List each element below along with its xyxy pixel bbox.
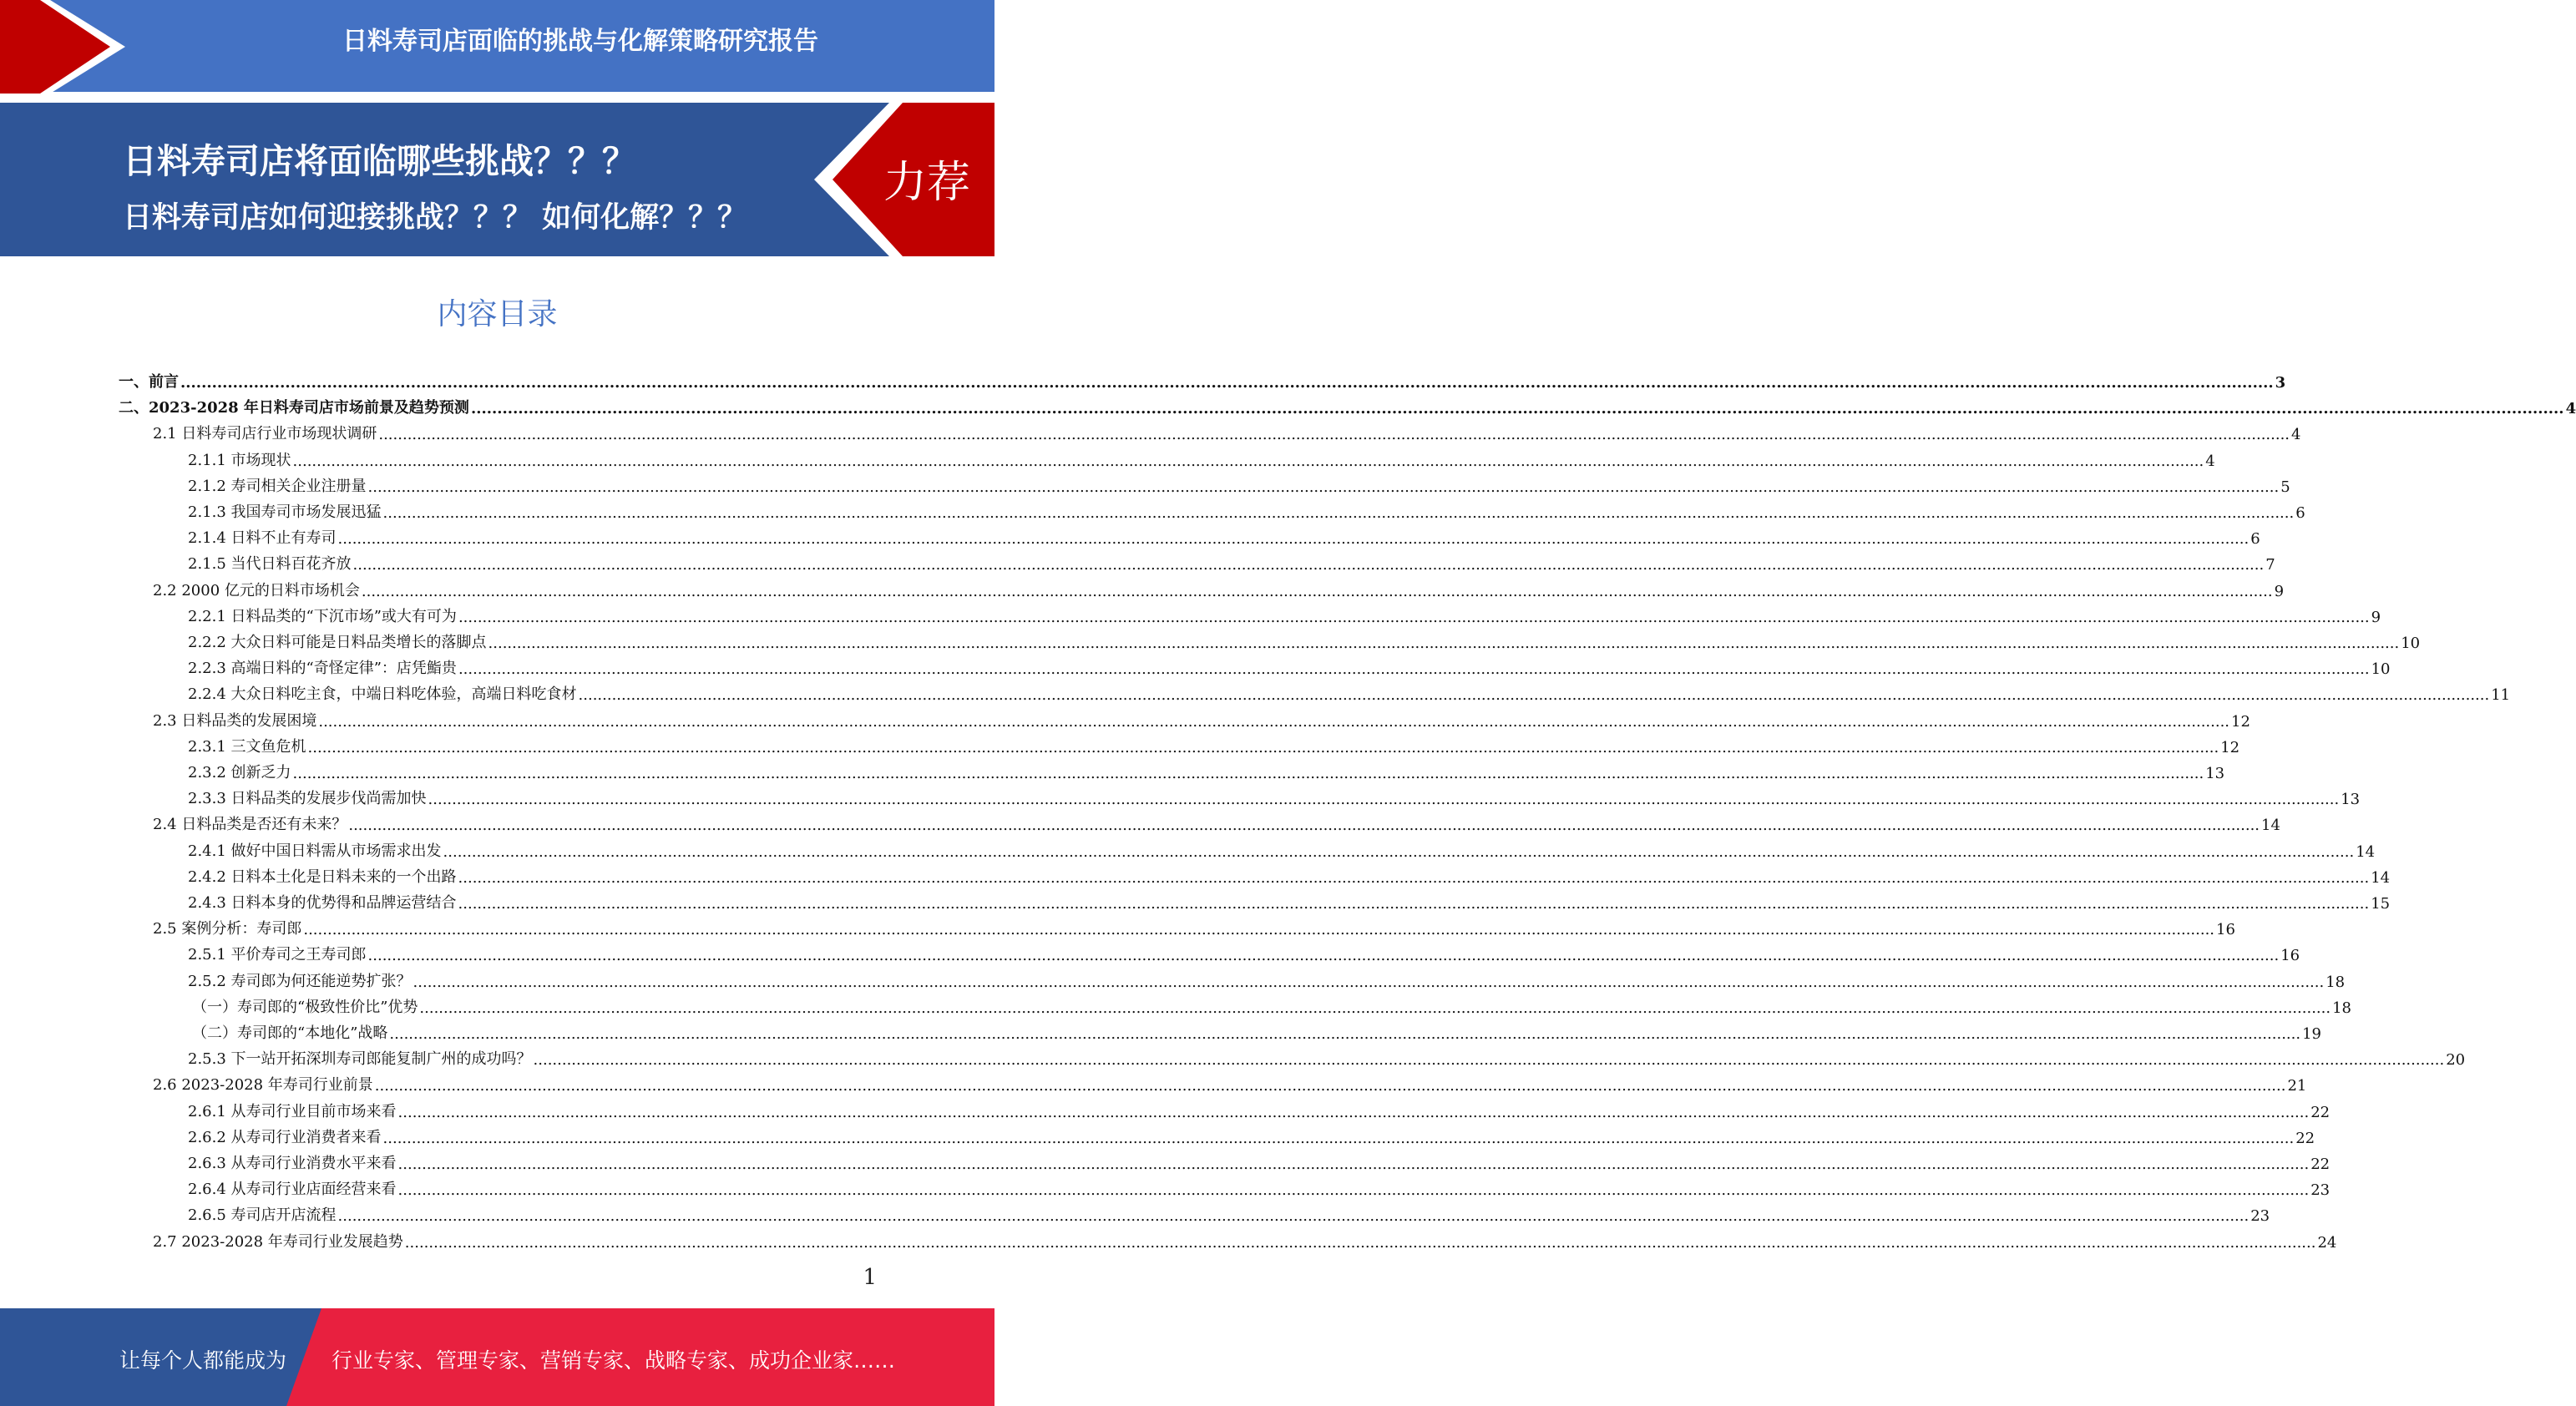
toc-entry[interactable] [188,1199,2270,1226]
footer-slogan-right: 行业专家、管理专家、营销专家、战略专家、成功企业家…… [331,1348,896,1373]
toc-dot-leader: ................................................................................................................................................................................................................................................................................................................................................................................................................ [382,1129,2295,1147]
toc-entry-label: 2.1.4 日料不止有寿司 [188,529,337,548]
hero-question-solutions: 日料寿司店如何迎接挑战？？？ 如何化解？？？ [123,201,747,235]
toc-entry-label: 2.3.3 日料品类的发展步伐尚需加快 [188,790,427,808]
toc-entry[interactable] [188,756,2225,782]
toc-entry[interactable] [153,808,2280,835]
toc-entry-label: 2.6.3 从寿司行业消费水平来看 [188,1155,397,1172]
footer-slogan-left: 让每个人都能成为 [119,1348,287,1373]
toc-entry-label: 2.7 2023-2028 年寿司行业发展趋势 [153,1232,403,1251]
toc-dot-leader: ................................................................................................................................................................................................................................................................................................................................................................................................................ [458,868,2370,887]
toc-entry-page: 23 [2310,1181,2331,1200]
toc-entry[interactable] [192,1017,2321,1043]
toc-entry-page: 23 [2250,1207,2270,1226]
toc-entry[interactable] [188,1173,2331,1200]
toc-entry[interactable] [153,417,2301,444]
toc-entry[interactable] [188,861,2391,887]
toc-entry-label: 2.1.1 市场现状 [188,451,291,469]
toc-dot-leader: ................................................................................................................................................................................................................................................................................................................................................................................................................ [292,765,2204,782]
toc-entry-label: （一）寿司郎的“极致性价比”优势 [192,998,418,1016]
toc-entry[interactable] [188,548,2275,574]
toc-entry-label: 2.2 2000 亿元的日料市场机会 [153,581,360,599]
toc-dot-leader: ................................................................................................................................................................................................................................................................................................................................................................................................................ [412,973,2325,991]
toc-dot-leader: ................................................................................................................................................................................................................................................................................................................................................................................................................ [337,530,2250,549]
toc-entry-label: 2.2.2 大众日料可能是日料品类增长的落脚点 [188,634,487,651]
toc-entry-page: 9 [2274,582,2285,600]
toc-entry-page: 16 [2280,947,2300,965]
toc-entry-label: 二、2023-2028 年日料寿司店市场前景及趋势预测 [119,399,469,417]
toc-dot-leader: ................................................................................................................................................................................................................................................................................................................................................................................................................ [578,686,2490,705]
toc-entry[interactable] [119,392,2576,418]
toc-entry-page: 7 [2265,556,2275,574]
toc-entry-page: 3 [2275,374,2286,392]
toc-entry-label: 2.5.3 下一站开拓深圳寿司郎能复制广州的成功吗？ [188,1050,532,1069]
toc-entry-page: 14 [2356,842,2376,861]
toc-entry-page: 18 [2332,999,2351,1017]
toc-dot-leader: ................................................................................................................................................................................................................................................................................................................................................................................................................ [180,374,2274,392]
toc-dot-leader: ................................................................................................................................................................................................................................................................................................................................................................................................................ [348,817,2260,835]
toc-entry[interactable] [119,366,2286,392]
toc-entry[interactable] [188,652,2391,679]
toc-entry-page: 22 [2295,1129,2315,1147]
toc-entry-page: 22 [2310,1156,2331,1173]
toc-entry[interactable] [153,1226,2337,1252]
toc-entry[interactable] [188,887,2391,913]
toc-entry-page: 19 [2302,1025,2321,1043]
toc-entry-page: 12 [2231,712,2250,731]
toc-dot-leader: ................................................................................................................................................................................................................................................................................................................................................................................................................ [303,921,2215,939]
toc-entry[interactable] [188,496,2305,522]
toc-entry[interactable] [188,600,2381,626]
toc-entry-page: 22 [2310,1103,2331,1121]
toc-dot-leader: ................................................................................................................................................................................................................................................................................................................................................................................................................ [443,842,2355,861]
toc-dot-leader: ................................................................................................................................................................................................................................................................................................................................................................................................................ [389,1025,2301,1043]
toc-entry-label: 2.4.1 做好中国日料需从市场需求出发 [188,842,442,860]
toc-dot-leader: ................................................................................................................................................................................................................................................................................................................................................................................................................ [533,1051,2445,1070]
toc-entry-page: 10 [2401,635,2421,652]
toc-entry-label: 2.2.1 日料品类的“下沉市场”或大有可为 [188,607,457,625]
report-title: 日料寿司店面临的挑战与化解策略研究报告 [342,27,818,56]
toc-entry[interactable] [153,574,2285,600]
toc-entry[interactable] [188,731,2240,756]
toc-entry-page: 6 [2250,530,2260,549]
toc-dot-leader: ................................................................................................................................................................................................................................................................................................................................................................................................................ [458,660,2370,679]
toc-entry[interactable] [188,938,2300,965]
toc-entry-page: 10 [2371,660,2391,679]
page-number: 1 [863,1265,877,1290]
toc-entry[interactable] [188,1147,2331,1173]
toc-entry-label: 2.6 2023-2028 年寿司行业前景 [153,1076,373,1095]
toc-entry-page: 14 [2261,817,2280,835]
toc-entry-label: 2.6.4 从寿司行业店面经营来看 [188,1181,397,1199]
toc-entry[interactable] [188,678,2511,705]
toc-entry[interactable] [188,626,2421,652]
toc-entry[interactable] [188,470,2290,496]
toc-dot-leader: ................................................................................................................................................................................................................................................................................................................................................................................................................ [404,1233,2316,1252]
toc-entry-page: 21 [2287,1077,2307,1095]
toc-entry-page: 16 [2216,921,2235,939]
toc-entry-label: 2.2.4 大众日料吃主食，中端日料吃体验，高端日料吃食材 [188,685,577,704]
header-red-arrow [0,0,134,94]
toc-entry[interactable] [153,913,2235,939]
toc-entry[interactable] [192,991,2351,1017]
toc-entry-page: 5 [2280,478,2290,496]
toc-entry-page: 14 [2371,868,2391,887]
toc-dot-leader: ................................................................................................................................................................................................................................................................................................................................................................................................................ [458,895,2370,913]
toc-entry-label: 2.5.1 平价寿司之王寿司郎 [188,946,367,964]
toc-dot-leader: ................................................................................................................................................................................................................................................................................................................................................................................................................ [367,947,2280,965]
toc-entry[interactable] [188,444,2215,470]
toc-dot-leader: ................................................................................................................................................................................................................................................................................................................................................................................................................ [374,1077,2286,1095]
toc-entry-label: 2.4 日料品类是否还有未来？ [153,816,347,834]
toc-entry-label: 2.6.2 从寿司行业消费者来看 [188,1128,382,1146]
toc-entry-label: 2.4.2 日料本土化是日料未来的一个出路 [188,867,457,886]
toc-dot-leader: ................................................................................................................................................................................................................................................................................................................................................................................................................ [397,1156,2310,1173]
toc-entry[interactable] [153,705,2250,731]
toc-dot-leader: ................................................................................................................................................................................................................................................................................................................................................................................................................ [428,791,2340,809]
recommend-badge-label: 力荐 [883,158,971,208]
toc-entry-page: 6 [2295,504,2305,522]
toc-title: 内容目录 [437,297,558,331]
toc-entry-label: 2.2.3 高端日料的“奇怪定律”：店凭鮨贵 [188,660,457,678]
toc-entry[interactable] [188,1121,2315,1147]
toc-entry-page: 9 [2371,608,2381,626]
toc-entry[interactable] [188,1043,2466,1070]
toc-dot-leader: ................................................................................................................................................................................................................................................................................................................................................................................................................ [378,426,2290,444]
toc-dot-leader: ................................................................................................................................................................................................................................................................................................................................................................................................................ [352,556,2265,574]
toc-dot-leader: ................................................................................................................................................................................................................................................................................................................................................................................................................ [397,1181,2310,1200]
toc-entry[interactable] [188,782,2361,809]
toc-entry-label: 2.5 案例分析：寿司郎 [153,920,302,938]
toc-entry-label: （二）寿司郎的“本地化”战略 [192,1024,388,1042]
toc-entry-page: 13 [2205,765,2225,782]
toc-entry-label: 2.1.3 我国寿司市场发展迅猛 [188,503,382,521]
toc-entry[interactable] [188,835,2376,861]
toc-dot-leader: ................................................................................................................................................................................................................................................................................................................................................................................................................ [397,1103,2310,1121]
toc-dot-leader: ................................................................................................................................................................................................................................................................................................................................................................................................................ [361,582,2273,600]
toc-entry-label: 一、前言 [119,373,179,391]
hero-question-challenges: 日料寿司店将面临哪些挑战？？？ [123,141,636,181]
toc-entry-label: 2.1.5 当代日料百花齐放 [188,555,352,574]
toc-entry-label: 2.3 日料品类的发展困境 [153,711,317,730]
toc-entry-page: 24 [2317,1233,2337,1252]
toc-entry-page: 4 [2565,400,2576,418]
toc-entry-label: 2.6.5 寿司店开店流程 [188,1206,337,1225]
toc-dot-leader: ................................................................................................................................................................................................................................................................................................................................................................................................................ [337,1207,2250,1226]
toc-entry[interactable] [188,522,2260,549]
toc-entry-page: 13 [2341,791,2361,809]
toc-entry-label: 2.1.2 寿司相关企业注册量 [188,477,367,495]
toc-entry-page: 11 [2491,686,2511,705]
toc-dot-leader: ................................................................................................................................................................................................................................................................................................................................................................................................................ [292,452,2204,470]
toc-entry-page: 4 [2205,452,2215,470]
toc-entry-label: 2.4.3 日料本身的优势得和品牌运营结合 [188,894,457,912]
toc-entry-page: 20 [2446,1051,2466,1070]
toc-dot-leader: ................................................................................................................................................................................................................................................................................................................................................................................................................ [307,738,2219,756]
toc-dot-leader: ................................................................................................................................................................................................................................................................................................................................................................................................................ [367,478,2280,496]
toc-dot-leader: ................................................................................................................................................................................................................................................................................................................................................................................................................ [419,999,2331,1017]
toc-dot-leader: ................................................................................................................................................................................................................................................................................................................................................................................................................ [470,400,2564,418]
toc-entry-label: 2.5.2 寿司郎为何还能逆势扩张？ [188,972,412,990]
toc-entry-page: 4 [2291,426,2301,444]
toc-entry-label: 2.3.1 三文鱼危机 [188,737,306,756]
toc-entry-page: 15 [2371,895,2391,913]
toc-entry-label: 2.3.2 创新乏力 [188,764,291,781]
toc-entry[interactable] [153,1069,2307,1095]
toc-dot-leader: ................................................................................................................................................................................................................................................................................................................................................................................................................ [318,712,2230,731]
toc-dot-leader: ................................................................................................................................................................................................................................................................................................................................................................................................................ [382,504,2295,522]
toc-entry-label: 2.6.1 从寿司行业目前市场来看 [188,1102,397,1120]
toc-entry[interactable] [188,965,2346,991]
toc-entry-page: 18 [2325,973,2346,991]
toc-entry-page: 12 [2220,738,2240,756]
toc-entry-label: 2.1 日料寿司店行业市场现状调研 [153,425,377,443]
toc-dot-leader: ................................................................................................................................................................................................................................................................................................................................................................................................................ [488,635,2400,652]
toc-dot-leader: ................................................................................................................................................................................................................................................................................................................................................................................................................ [458,608,2370,626]
toc-entry[interactable] [188,1095,2331,1121]
